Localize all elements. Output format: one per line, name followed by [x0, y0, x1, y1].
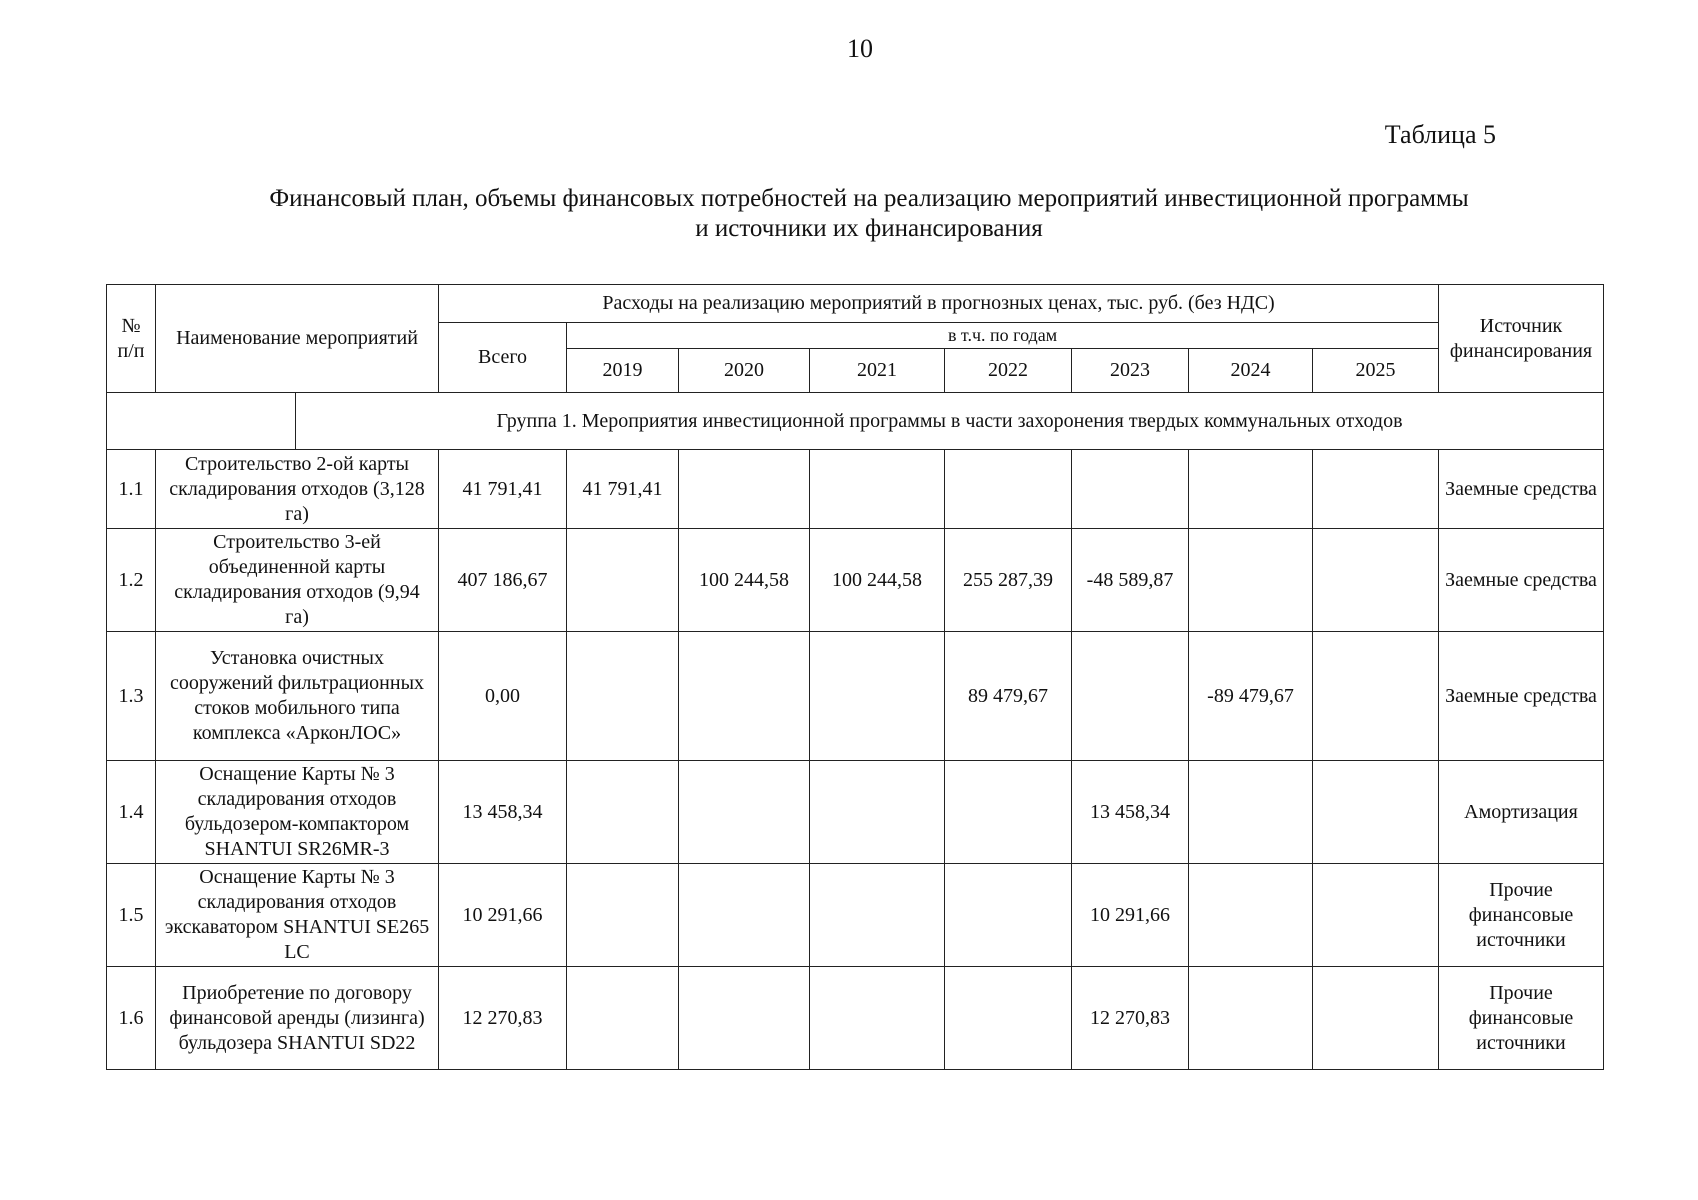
- row-number: 1.3: [107, 632, 156, 761]
- row-2022: 255 287,39: [945, 529, 1072, 632]
- title-line-2: и источники их финансирования: [695, 215, 1043, 242]
- row-2024: [1189, 450, 1313, 529]
- row-total: 0,00: [439, 632, 567, 761]
- row-2022: [945, 864, 1072, 967]
- row-2025: [1313, 967, 1439, 1070]
- table-row: [107, 632, 1604, 761]
- row-2023: -48 589,87: [1072, 529, 1189, 632]
- document-title: [120, 184, 1618, 244]
- row-2025: [1313, 632, 1439, 761]
- row-number: 1.6: [107, 967, 156, 1070]
- row-2021: [810, 450, 945, 529]
- table-row: [107, 450, 1604, 529]
- row-2020: [679, 450, 810, 529]
- table-row: [107, 761, 1604, 864]
- row-source: Прочие финансовые источники: [1439, 967, 1604, 1070]
- row-total: 41 791,41: [439, 450, 567, 529]
- row-2023: 13 458,34: [1072, 761, 1189, 864]
- header-year-2021: 2021: [810, 349, 945, 393]
- row-total: 13 458,34: [439, 761, 567, 864]
- row-name: Строительство 3-ей объединенной карты складирования отходов (9,94 га): [156, 529, 439, 632]
- row-2022: [945, 761, 1072, 864]
- row-2019: [567, 632, 679, 761]
- row-source: Заемные средства: [1439, 529, 1604, 632]
- row-2021: [810, 967, 945, 1070]
- row-2023: 10 291,66: [1072, 864, 1189, 967]
- row-total: 12 270,83: [439, 967, 567, 1070]
- group-row: [107, 393, 1604, 450]
- row-2022: 89 479,67: [945, 632, 1072, 761]
- header-source: Источник финансирования: [1439, 285, 1604, 393]
- row-2021: 100 244,58: [810, 529, 945, 632]
- row-2020: [679, 632, 810, 761]
- row-2024: [1189, 529, 1313, 632]
- group-spacer-cell: [107, 393, 296, 450]
- row-2023: [1072, 632, 1189, 761]
- header-year-2022: 2022: [945, 349, 1072, 393]
- header-by-years: в т.ч. по годам: [567, 323, 1439, 349]
- row-number: 1.5: [107, 864, 156, 967]
- header-year-2023: 2023: [1072, 349, 1189, 393]
- row-2023: 12 270,83: [1072, 967, 1189, 1070]
- row-source: Прочие финансовые источники: [1439, 864, 1604, 967]
- header-year-2019: 2019: [567, 349, 679, 393]
- row-2025: [1313, 450, 1439, 529]
- row-2021: [810, 761, 945, 864]
- header-year-2020: 2020: [679, 349, 810, 393]
- row-2019: [567, 864, 679, 967]
- header-expenses: Расходы на реализацию мероприятий в прогнозных ценах, тыс. руб. (без НДС): [439, 285, 1439, 323]
- financial-plan-table: [106, 284, 1604, 1070]
- row-2022: [945, 450, 1072, 529]
- row-name: Приобретение по договору финансовой аренды (лизинга) бульдозера SHANTUI SD22: [156, 967, 439, 1070]
- row-2022: [945, 967, 1072, 1070]
- row-2020: [679, 864, 810, 967]
- row-2024: [1189, 967, 1313, 1070]
- row-2025: [1313, 864, 1439, 967]
- row-2020: 100 244,58: [679, 529, 810, 632]
- header-total: Всего: [439, 323, 567, 393]
- row-number: 1.2: [107, 529, 156, 632]
- row-2023: [1072, 450, 1189, 529]
- row-2019: [567, 761, 679, 864]
- row-name: Строительство 2-ой карты складирования отходов (3,128 га): [156, 450, 439, 529]
- row-2020: [679, 967, 810, 1070]
- row-name: Установка очистных сооружений фильтрационных стоков мобильного типа комплекса «АрконЛОС»: [156, 632, 439, 761]
- row-number: 1.1: [107, 450, 156, 529]
- header-year-2025: 2025: [1313, 349, 1439, 393]
- row-2024: [1189, 864, 1313, 967]
- row-2019: 41 791,41: [567, 450, 679, 529]
- table-caption: Таблица 5: [1384, 120, 1496, 149]
- table-row: [107, 864, 1604, 967]
- row-total: 10 291,66: [439, 864, 567, 967]
- row-2019: [567, 529, 679, 632]
- row-2021: [810, 864, 945, 967]
- row-source: Заемные средства: [1439, 450, 1604, 529]
- row-2024: [1189, 761, 1313, 864]
- row-2021: [810, 632, 945, 761]
- row-number: 1.4: [107, 761, 156, 864]
- row-2020: [679, 761, 810, 864]
- header-number: № п/п: [107, 285, 156, 393]
- row-2024: -89 479,67: [1189, 632, 1313, 761]
- header-year-2024: 2024: [1189, 349, 1313, 393]
- row-source: Амортизация: [1439, 761, 1604, 864]
- row-name: Оснащение Карты № 3 складирования отходов бульдозером-компактором SHANTUI SR26MR-3: [156, 761, 439, 864]
- group-title: Группа 1. Мероприятия инвестиционной программы в части захоронения твердых коммунальных отходов: [296, 393, 1604, 450]
- title-line-1: Финансовый план, объемы финансовых потребностей на реализацию мероприятий инвестиционной программы: [269, 185, 1469, 212]
- table-row: [107, 529, 1604, 632]
- header-name: Наименование мероприятий: [156, 285, 439, 393]
- row-2019: [567, 967, 679, 1070]
- row-source: Заемные средства: [1439, 632, 1604, 761]
- page-number: 10: [847, 34, 873, 63]
- row-2025: [1313, 529, 1439, 632]
- row-2025: [1313, 761, 1439, 864]
- row-name: Оснащение Карты № 3 складирования отходов экскаватором SHANTUI SE265 LC: [156, 864, 439, 967]
- table-row: [107, 967, 1604, 1070]
- row-total: 407 186,67: [439, 529, 567, 632]
- header-row-1: [107, 285, 1604, 323]
